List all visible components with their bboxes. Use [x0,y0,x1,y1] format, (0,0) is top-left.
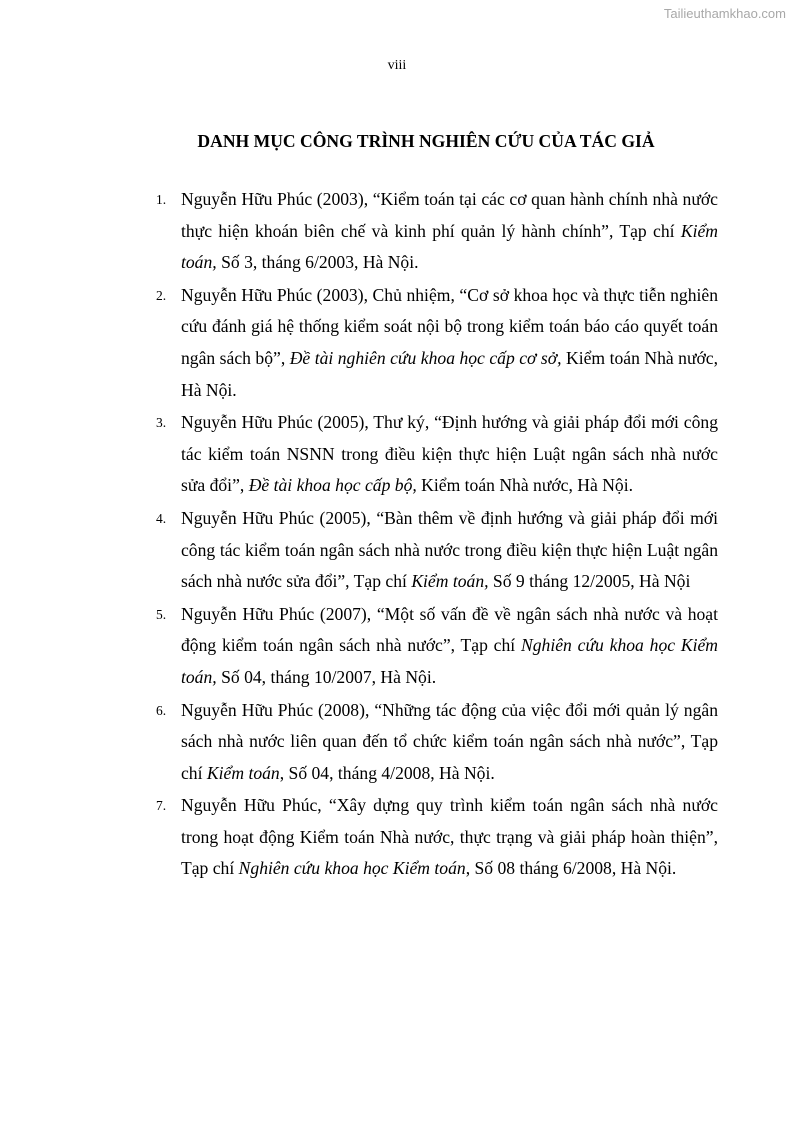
item-number: 4. [156,510,167,526]
citation-text: , Số 08 tháng 6/2008, Hà Nội. [465,858,677,879]
journal-name: Kiểm toán, [181,220,718,273]
citation-text: Nguyễn Hữu Phúc (2003), Chủ nhiệm, “Cơ sở khoa học và thực tiễn nghiên cứu đánh giá hệ thống kiểm soát nội bộ trong kiểm toán báo cáo quyết toán ngân sách bộ”, [181,284,718,368]
item-number: 3. [156,415,167,431]
citation-text: Kiểm toán Nhà nước, Hà Nội. [416,475,633,496]
journal-name: Kiểm toán [206,762,280,783]
publication-item [156,599,718,694]
item-number: 1. [156,192,167,207]
publication-list [156,184,718,886]
page-title: DANH MỤC CÔNG TRÌNH NGHIÊN CỨU CỦA TÁC GIẢ [197,131,655,151]
citation-text: Số 04, tháng 10/2007, Hà Nội. [216,666,437,687]
citation-text: Nguyễn Hữu Phúc (2007), “Một số vấn đề về ngân sách nhà nước và hoạt động kiểm toán ngân sách nhà nước”, Tạp chí [181,603,718,656]
page-number: viii [387,58,407,73]
publication-item [156,790,718,885]
publication-item [156,184,718,279]
citation-text: Kiểm toán Nhà nước, Hà Nội. [181,347,718,400]
project-type: Đề tài nghiên cứu khoa học cấp cơ sở, [289,347,562,368]
publication-item [156,695,718,790]
item-number: 6. [156,702,167,718]
citation-text: Nguyễn Hữu Phúc (2008), “Những tác động của việc đổi mới quản lý ngân sách nhà nước liên quan đến tổ chức kiểm toán ngân sách nhà nước”, Tạp chí [181,699,718,783]
item-number: 2. [156,287,167,303]
item-number: 7. [156,798,167,814]
publication-item [156,280,718,406]
citation-text: Số 9 tháng 12/2005, Hà Nội [488,571,691,592]
citation-text: Nguyễn Hữu Phúc (2005), Thư ký, “Định hướng và giải pháp đổi mới công tác kiểm toán NSNN trong điều kiện thực hiện Luật ngân sách nhà nước sửa đổi”, [181,412,718,496]
item-number: 5. [156,606,167,622]
citation-text: Số 3, tháng 6/2003, Hà Nội. [216,252,419,273]
publication-item [156,503,718,598]
journal-name: Nghiên cứu khoa học Kiểm toán [238,858,466,879]
citation-text: , Số 04, tháng 4/2008, Hà Nội. [279,762,495,783]
citation-text: Nguyễn Hữu Phúc (2003), “Kiểm toán tại các cơ quan hành chính nhà nước thực hiện khoán biên chế và kinh phí quản lý hành chính”, Tạp chí [181,189,718,241]
journal-name: Nghiên cứu khoa học Kiểm toán, [181,635,719,687]
publication-item [156,407,718,502]
journal-name: Kiểm toán, [411,571,489,592]
project-type: Đề tài khoa học cấp bộ, [248,475,417,496]
watermark: Tailieuthamkhao.com [663,6,786,21]
citation-text: Nguyễn Hữu Phúc (2005), “Bàn thêm về định hướng và giải pháp đổi mới công tác kiểm toán ngân sách nhà nước trong điều kiện thực hiện Luật ngân sách nhà nước sửa đổi”, Tạp chí [181,507,718,592]
citation-text: Nguyễn Hữu Phúc, “Xây dựng quy trình kiểm toán ngân sách nhà nước trong hoạt động Kiểm toán Nhà nước, thực trạng và giải pháp hoàn thiện”, Tạp chí [181,795,718,879]
